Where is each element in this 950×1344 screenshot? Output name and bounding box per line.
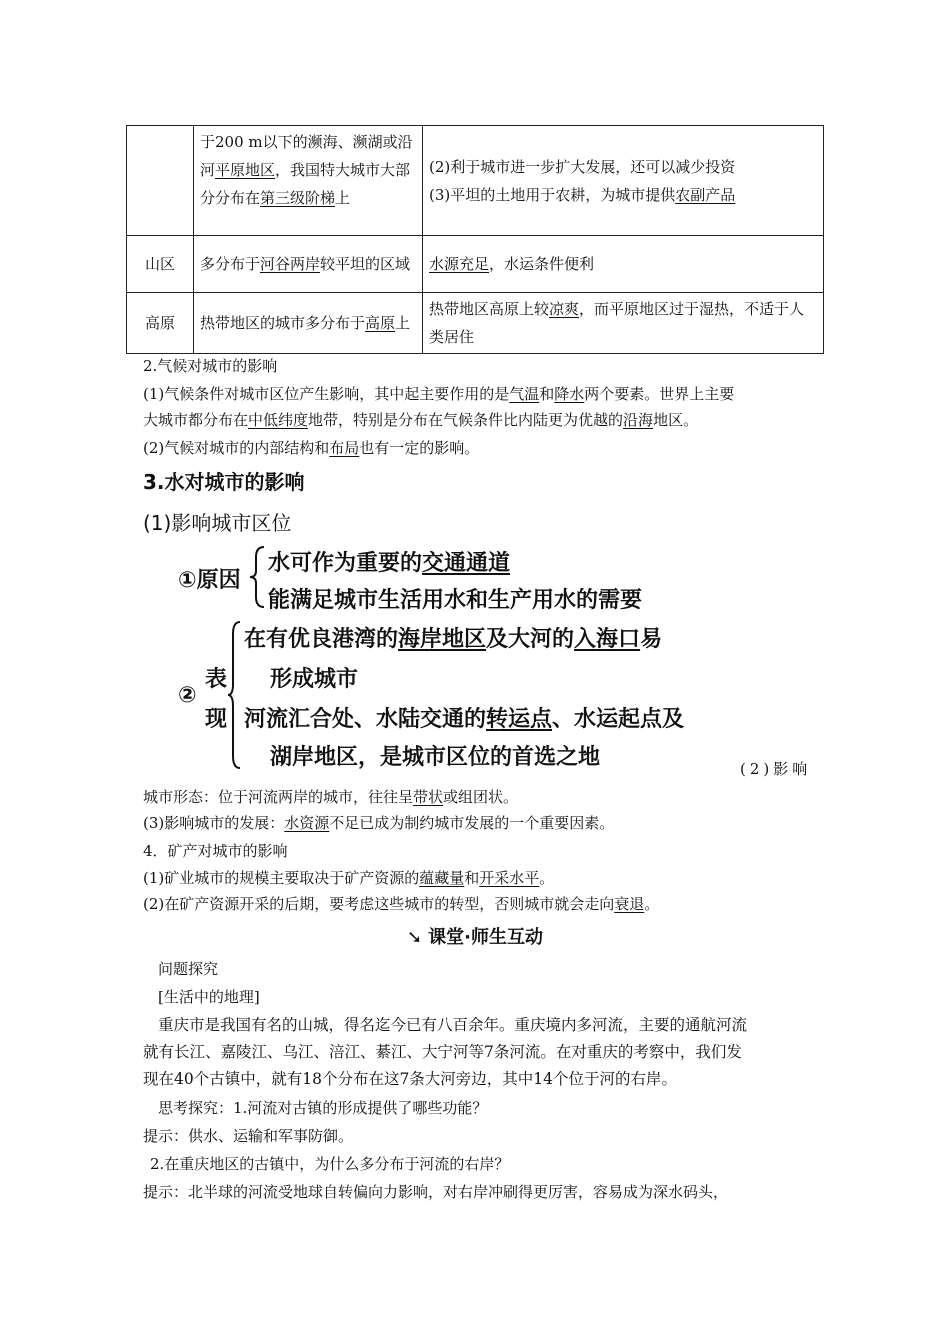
section-3-p3: (3)影响城市的发展：水资源不足已成为制约城市发展的一个重要因素。 bbox=[143, 814, 615, 832]
distribution-cell: 多分布于河谷两岸较平坦的区域 bbox=[194, 236, 423, 293]
perf-line-1b: 形成城市 bbox=[270, 667, 359, 692]
reason-line-2: 能满足城市生活用水和生产用水的需要 bbox=[268, 588, 643, 613]
section-2-p2: (2)气候对城市的内部结构和布局也有一定的影响。 bbox=[143, 439, 480, 457]
classroom-banner: ➘ 课堂·师生互动 bbox=[407, 927, 543, 948]
perf-label-num: ② bbox=[178, 683, 197, 708]
table-row bbox=[127, 293, 824, 354]
question-2: 2.在重庆地区的古镇中，为什么多分布于河流的右岸？ bbox=[150, 1155, 510, 1173]
section-4-title: 4．矿产对城市的影响 bbox=[143, 842, 288, 860]
inquiry-tag: [生活中的地理] bbox=[158, 988, 260, 1006]
reason-cell: 热带地区高原上较凉爽，而平原地区过于湿热，不适于人类居住 bbox=[423, 293, 824, 354]
perf-line-1a: 在有优良港湾的海岸地区及大河的入海口易 bbox=[244, 627, 663, 652]
arrow-icon: ➘ bbox=[407, 927, 423, 948]
section-4-p1: (1)矿业城市的规模主要取决于矿产资源的蕴藏量和开采水平。 bbox=[143, 869, 555, 887]
inquiry-para-2: 就有长江、嘉陵江、乌江、涪江、綦江、大宁河等7条河流。在对重庆的考察中，我们发 bbox=[143, 1043, 742, 1061]
answer-1: 提示：供水、运输和军事防御。 bbox=[143, 1127, 354, 1145]
inquiry-title: 问题探究 bbox=[158, 960, 219, 978]
inquiry-para-1: 重庆市是我国有名的山城，得名迄今已有八百余年。重庆境内多河流，主要的通航河流 bbox=[158, 1016, 748, 1034]
perf-label-1: 表 bbox=[205, 667, 228, 692]
distribution-cell: 热带地区的城市多分布于高原上 bbox=[194, 293, 423, 354]
distribution-cell: 于200 m以下的濒海、濒湖或沿河平原地区，我国特大城市大部分分布在第三级阶梯上 bbox=[194, 126, 423, 236]
section-2-p1: (1)气候条件对城市区位产生影响，其中起主要作用的是气温和降水两个要素。世界上主要 bbox=[143, 385, 735, 403]
question-1: 思考探究：1.河流对古镇的形成提供了哪些功能？ bbox=[158, 1099, 488, 1117]
reason-cell: (2)利于城市进一步扩大发展，还可以减少投资 (3)平坦的土地用于农耕，为城市提供农副产品 bbox=[423, 126, 824, 236]
section-3-subtitle: (1)影响城市区位 bbox=[143, 511, 292, 535]
perf-label-2: 现 bbox=[205, 707, 228, 732]
reason-label: ①原因 bbox=[178, 568, 241, 593]
reason-brace bbox=[248, 545, 266, 609]
perf-brace bbox=[226, 620, 242, 770]
perf-line-2a: 河流汇合处、水陆交通的转运点、水运起点及 bbox=[244, 707, 685, 732]
inquiry-para-3: 现在40个古镇中，就有18个分布在这7条大河旁边，其中14个位于河的右岸。 bbox=[143, 1070, 678, 1088]
section-4-p2: (2)在矿产资源开采的后期，要考虑这些城市的转型，否则城市就会走向衰退。 bbox=[143, 895, 660, 913]
reason-cell: 水源充足，水运条件便利 bbox=[423, 236, 824, 293]
region-cell: 山区 bbox=[127, 236, 194, 293]
perf-line-2b: 湖岸地区，是城市区位的首选之地 bbox=[270, 745, 601, 770]
section-3-title: 3.水对城市的影响 bbox=[143, 470, 305, 494]
section-3-p2-lead: (2)影响 bbox=[740, 760, 812, 778]
section-2-p1b: 大城市都分布在中低纬度地带，特别是分布在气候条件比内陆更为优越的沿海地区。 bbox=[143, 411, 699, 429]
region-cell bbox=[127, 126, 194, 236]
section-2-title: 2.气候对城市的影响 bbox=[143, 357, 278, 375]
reason-line-1: 水可作为重要的交通通道 bbox=[268, 551, 511, 576]
answer-2: 提示：北半球的河流受地球自转偏向力影响，对右岸冲刷得更厉害，容易成为深水码头， bbox=[143, 1183, 729, 1201]
section-3-p2: 城市形态：位于河流两岸的城市，往往呈带状或组团状。 bbox=[143, 788, 519, 806]
region-cell: 高原 bbox=[127, 293, 194, 354]
city-location-table bbox=[126, 125, 824, 354]
table-row bbox=[127, 126, 824, 236]
table-row bbox=[127, 236, 824, 293]
